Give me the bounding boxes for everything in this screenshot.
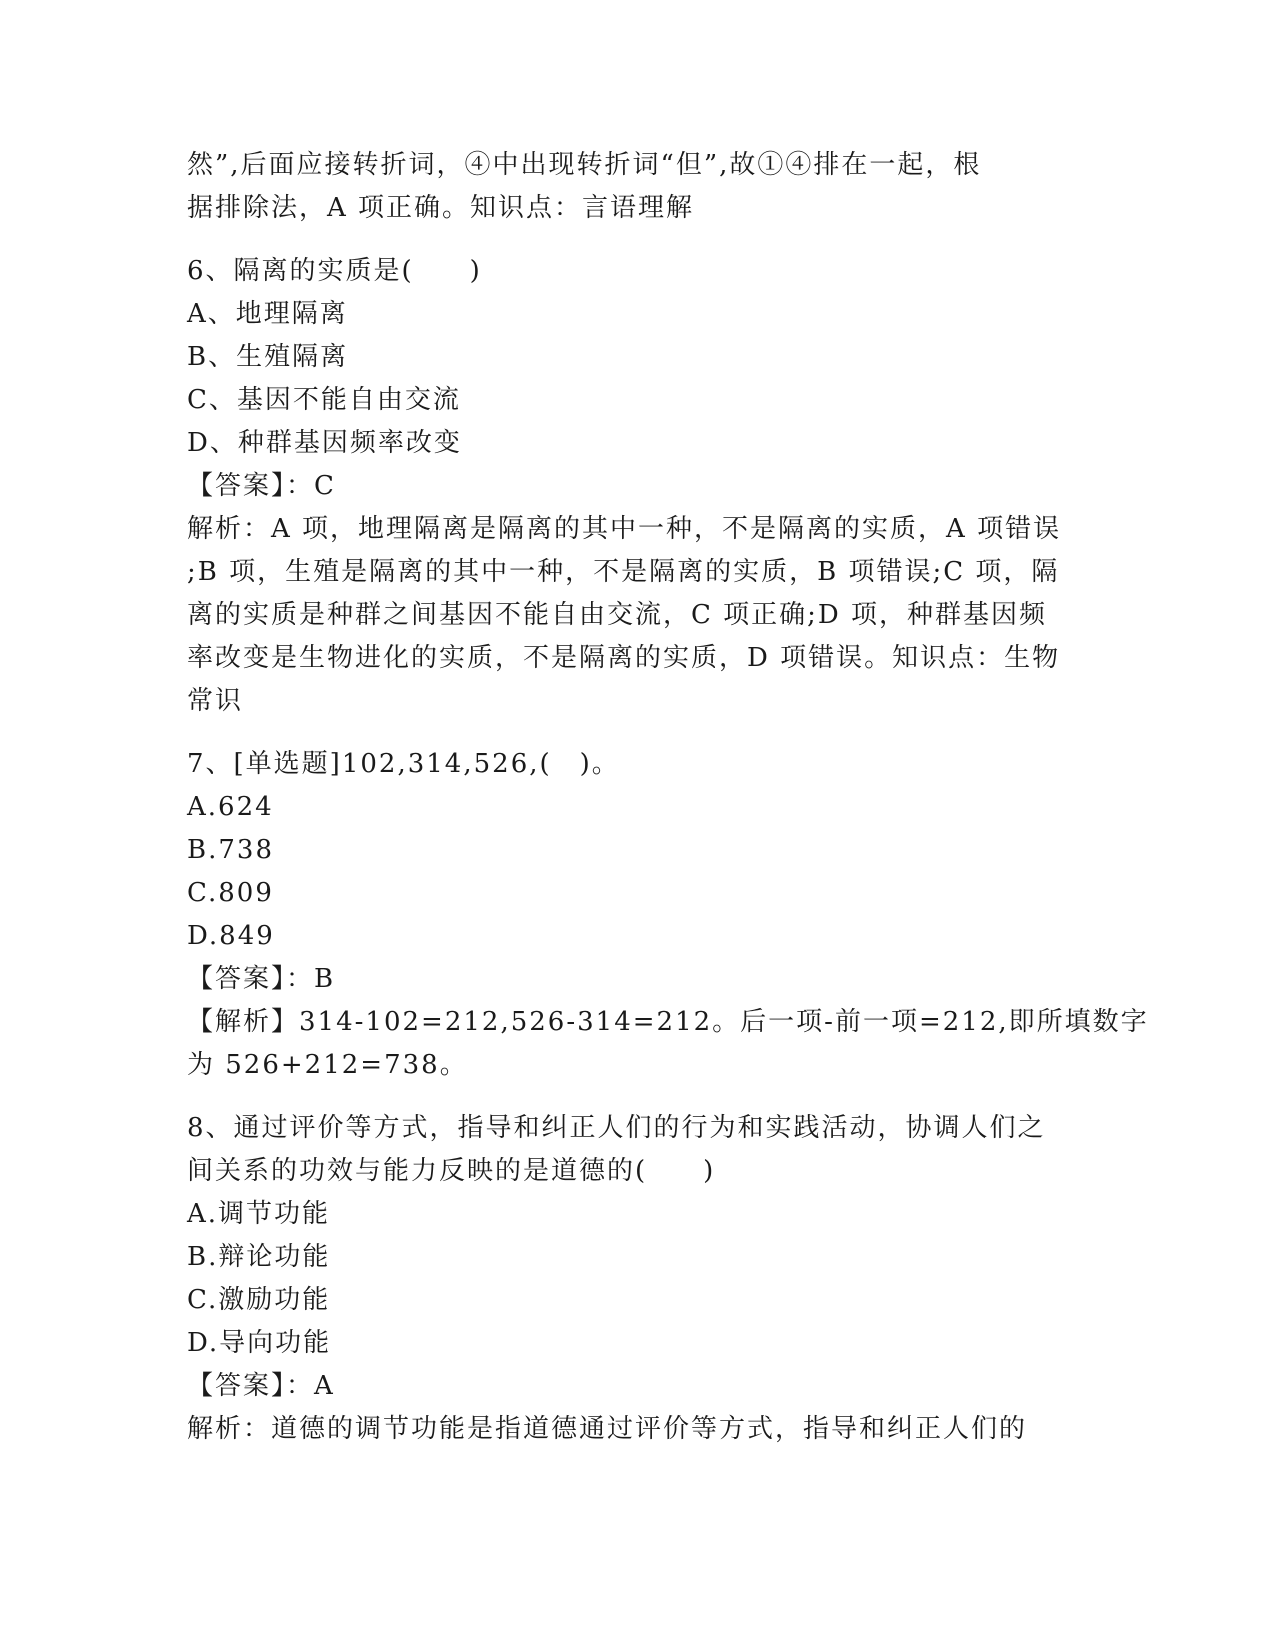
question-7: [187, 743, 1149, 1087]
carryover-analysis: [187, 144, 1087, 230]
analysis-line: 然”,后面应接转折词，④中出现转折词“但”,故①④排在一起，根: [187, 150, 982, 180]
option-a: A.调节功能: [187, 1199, 331, 1229]
option-d: D、种群基因频率改变: [187, 428, 462, 458]
answer-line: 【答案】：A: [187, 1371, 335, 1401]
option-d: D.导向功能: [187, 1328, 332, 1358]
answer-line: 【答案】：B: [187, 964, 336, 994]
analysis-line: 率改变是生物进化的实质，不是隔离的实质，D 项错误。知识点：生物: [187, 643, 1061, 673]
option-d: D.849: [187, 921, 275, 951]
question-8: [187, 1107, 1087, 1451]
option-c: C、基因不能自由交流: [187, 385, 461, 415]
option-b: B、生殖隔离: [187, 342, 349, 372]
question-stem: 间关系的功效与能力反映的是道德的( ): [187, 1156, 716, 1186]
question-stem: 6、隔离的实质是( ): [187, 256, 482, 286]
question-stem: 7、[单选题]102,314,526,( )。: [187, 749, 620, 779]
option-a: A.624: [187, 792, 274, 822]
option-a: A、地理隔离: [187, 299, 348, 329]
question-stem: 8、通过评价等方式，指导和纠正人们的行为和实践活动，协调人们之: [187, 1113, 1046, 1143]
analysis-line: 解析：道德的调节功能是指道德通过评价等方式，指导和纠正人们的: [187, 1414, 1028, 1444]
option-c: C.激励功能: [187, 1285, 331, 1315]
option-b: B.738: [187, 835, 274, 865]
option-b: B.辩论功能: [187, 1242, 331, 1272]
analysis-line: ;B 项，生殖是隔离的其中一种，不是隔离的实质，B 项错误;C 项，隔: [187, 557, 1060, 587]
analysis-line: 常识: [187, 686, 244, 716]
analysis-line: 为 526+212=738。: [187, 1050, 468, 1080]
analysis-line: 【解析】314-102=212,526-314=212。后一项-前一项=212,即所填数字: [187, 1007, 1149, 1037]
option-c: C.809: [187, 878, 274, 908]
analysis-line: 据排除法，A 项正确。知识点：言语理解: [187, 193, 695, 223]
analysis-line: 解析：A 项，地理隔离是隔离的其中一种，不是隔离的实质，A 项错误: [187, 514, 1062, 544]
analysis-line: 离的实质是种群之间基因不能自由交流，C 项正确;D 项，种群基因频: [187, 600, 1048, 630]
answer-line: 【答案】：C: [187, 471, 336, 501]
question-6: [187, 250, 1087, 723]
document-page: [187, 144, 1149, 1451]
